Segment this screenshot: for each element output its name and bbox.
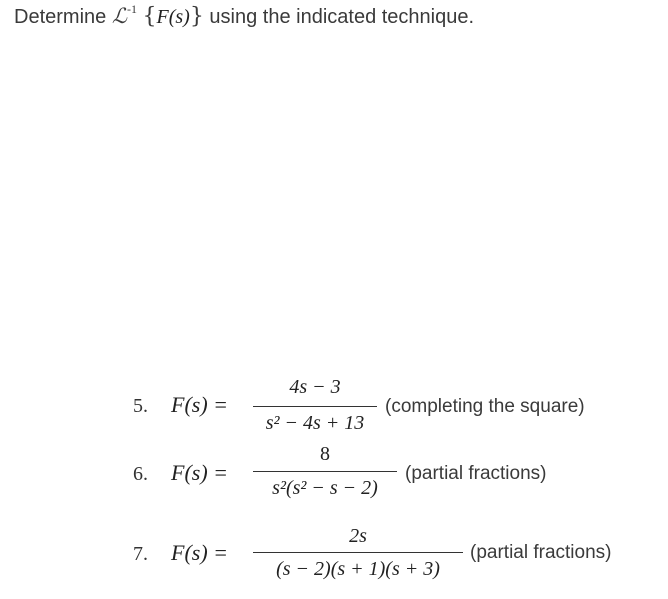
fraction	[253, 519, 463, 595]
technique-hint: (partial fractions)	[405, 463, 547, 484]
technique-hint: (completing the square)	[385, 396, 585, 417]
fraction-numerator: 4s − 3	[289, 376, 341, 398]
fraction-denominator: (s − 2)(s + 1)(s + 3)	[276, 558, 440, 580]
problem-number: 5.	[133, 395, 148, 417]
fraction-numerator: 8	[320, 443, 330, 465]
fraction	[253, 372, 377, 442]
fraction-numerator: 2s	[349, 525, 367, 547]
instruction-lead: Determine	[14, 6, 107, 28]
problem-5	[0, 372, 668, 452]
transform-function: F(s)	[156, 6, 190, 28]
problem-lhs: F(s) =	[171, 392, 228, 417]
fraction-denominator: s² − 4s + 13	[265, 412, 365, 434]
problem-number: 6.	[133, 463, 148, 485]
fraction-bar	[253, 552, 463, 553]
fraction-bar	[253, 406, 377, 407]
problem-lhs: F(s) =	[171, 460, 228, 485]
fraction	[253, 441, 397, 513]
fraction-bar	[253, 471, 397, 472]
inverse-exponent: -1	[126, 2, 137, 16]
instruction-heading: Determine ℒ$^{-1}$ {F(s)} using the indicated technique.	[14, 2, 475, 29]
problem-7	[0, 519, 668, 599]
problem-6	[0, 441, 668, 521]
fraction-denominator: s²(s² − s − 2)	[272, 477, 378, 499]
instruction-tail: using the indicated technique.	[209, 6, 475, 28]
problem-lhs: F(s) =	[171, 540, 228, 565]
technique-hint: (partial fractions)	[470, 542, 612, 563]
problem-number: 7.	[133, 543, 148, 565]
laplace-operator: ℒ$^{-1}$	[111, 2, 137, 28]
